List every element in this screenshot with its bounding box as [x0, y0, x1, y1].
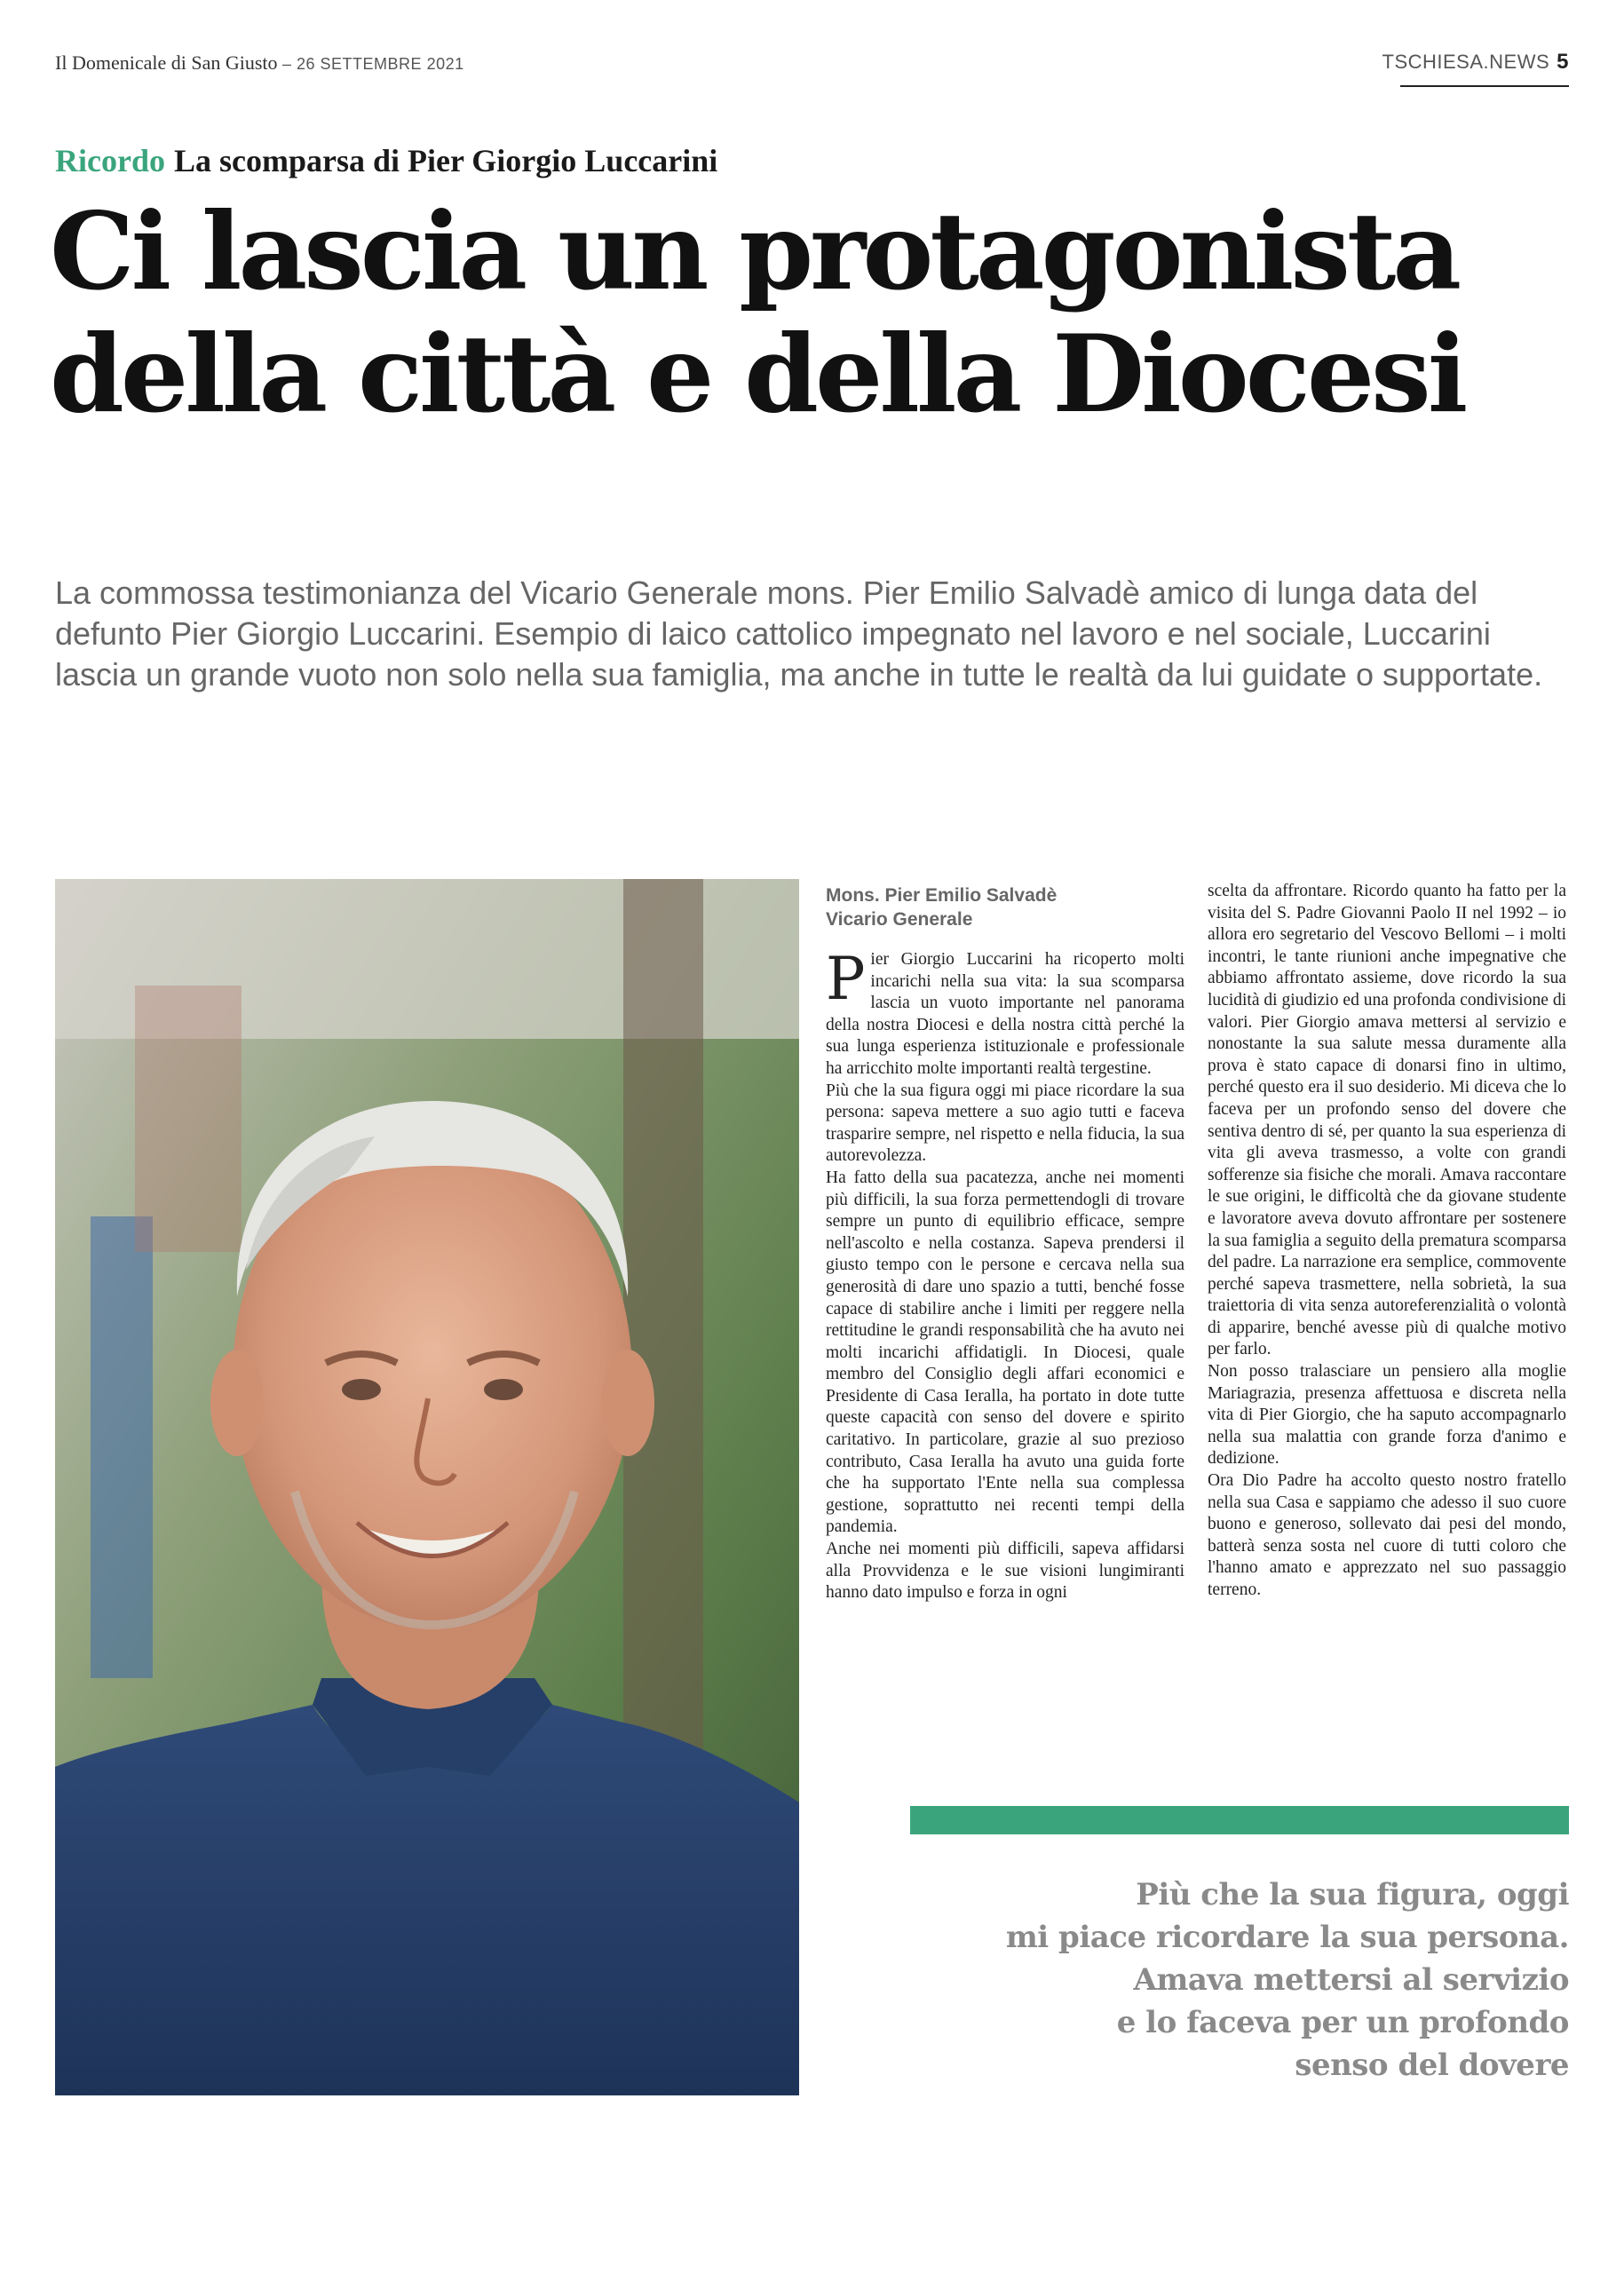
byline-role: Vicario Generale	[826, 909, 973, 930]
article-paragraph-7: Ora Dio Padre ha accolto questo nostro fratello nella sua Casa e sappiamo che adesso il suo cuore buono e generoso, sollevato dai pesi del mondo, batterà senza sosta nel cuore di tutti coloro che l'hanno amato e apprezzato nel suo passaggio terreno.	[1208, 1471, 1566, 1599]
site-and-page	[1382, 50, 1570, 75]
page-number: 5	[1557, 50, 1569, 74]
article-paragraph-6: Non posso tralasciare un pensiero alla moglie Mariagrazia, presenza affettuosa e discreta nella vita di Pier Giorgio, che ha saputo accompagnarlo nella sua malattia con grande forza d'animo e dedizione.	[1208, 1362, 1566, 1469]
article-paragraph-2: Più che la sua figura oggi mi piace ricordare la sua persona: sapeva mettere a suo agio tutti e faceva trasparire sempre, nel rispetto e nella fiducia, la sua autorevolezza.	[826, 1081, 1184, 1166]
pull-quote-line-4: e lo faceva per un profondo	[1116, 2005, 1569, 2040]
kicker	[55, 142, 717, 179]
byline-name: Mons. Pier Emilio Salvadè	[826, 885, 1058, 906]
article-paragraph-5: scelta da affrontare. Ricordo quanto ha fatto per la visita del S. Padre Giovanni Paolo II nel 1992 – io allora ero segretario del Vescovo Bellomi – i molti incontri, le tante riunioni anche impegnative che abbiamo affrontato assieme, dove ricordo la sua lucidità di giudizio ed una profonda condivisione di valori. Pier Giorgio amava mettersi al servizio e nonostante la sua salute messa duramente alla prova è stato capace di donarsi fino in ultimo, perché questo era il suo desiderio. Mi diceva che lo faceva per un profondo senso del dovere che sentiva dentro di sé, per quanto la sua esperienza di vita gli aveva trasmesso, a volte con grandi sofferenze sia fisiche che morali. Amava raccontare le sue origini, le difficoltà che da giovane studente e lavoratore aveva dovuto affrontare per sostenere la sua famiglia a seguito della prematura scomparsa del padre. La narrazione era semplice, commovente perché sapeva trasmettere, nella sobrietà, la sua traiettoria di vita senza autoreferenzialità o volontà di apparire, benché avesse più di qualche motivo per farlo.	[1208, 882, 1566, 1359]
article-paragraph-4: Anche nei momenti più difficili, sapeva affidarsi alla Provvidenza e le sue visioni lungimiranti hanno dato impulso e forza in ogni	[826, 1540, 1184, 1603]
headline-line-2: della città e della Diocesi	[50, 312, 1465, 437]
pull-quote-line-5: senso del dovere	[1295, 2047, 1569, 2083]
portrait-photo	[55, 879, 799, 2095]
article-column-1	[826, 883, 1184, 1604]
article-paragraph-1-text: ier Giorgio Luccarini ha ricoperto molti incarichi nella sua vita: la sua scomparsa lascia un vuoto importante nel panorama della nostra Diocesi e della nostra città perché la sua lunga esperienza istituzionale e professionale ha arricchito molte importanti realtà tergestine.	[826, 950, 1184, 1078]
pull-quote-line-3: Amava mettersi al servizio	[1133, 1962, 1569, 1998]
article-column-2	[1208, 881, 1566, 1602]
publication-info	[55, 51, 464, 75]
publication-name: Il Domenicale di San Giusto	[55, 51, 278, 74]
accent-bar	[910, 1806, 1569, 1834]
site-name: TSCHIESA.NEWS	[1382, 51, 1550, 73]
header-rule	[1400, 85, 1569, 87]
kicker-category: Ricordo	[55, 143, 165, 178]
pull-quote	[894, 1873, 1569, 2087]
kicker-subtitle: La scomparsa di Pier Giorgio Luccarini	[173, 143, 718, 178]
pull-quote-line-2: mi piace ricordare la sua persona.	[1005, 1920, 1569, 1955]
byline	[826, 883, 1184, 931]
headline	[50, 191, 1577, 436]
issue-date: – 26 SETTEMBRE 2021	[282, 55, 464, 73]
page-header	[55, 46, 1569, 82]
pull-quote-line-1: Più che la sua figura, oggi	[1136, 1877, 1569, 1913]
article-paragraph-1	[826, 945, 1184, 1081]
lede: La commossa testimonianza del Vicario Generale mons. Pier Emilio Salvadè amico di lunga data del defunto Pier Giorgio Luccarini. Esempio di laico cattolico impegnato nel lavoro e nel sociale, Luccarini lascia un grande vuoto non solo nella sua famiglia, ma anche in tutte le realtà da lui guidate o supportate.	[55, 574, 1543, 693]
drop-cap: P	[826, 945, 866, 1013]
article-paragraph-3: Ha fatto della sua pacatezza, anche nei momenti più difficili, la sua forza permettendogli di trovare sempre un punto di equilibrio efficace, sempre nell'ascolto e nella costanza. Sapeva prendersi il giusto tempo con le persone e cercava nella sua generosità di dare uno spazio a tutti, benché fosse capace di stabilire anche i limiti per reggere nella rettitudine le grandi responsabilità che ha avuto nei molti incarichi affidatigli. In Diocesi, quale membro del Consiglio degli affari economici e Presidente di Casa Ieralla, ha portato in dote tutte queste capacità con senso del dovere e spirito caritativo. In particolare, grazie al suo prezioso contributo, Casa Ieralla ha avuto una guida forte che ha supportato l'Ente nella sua complessa gestione, soprattutto nei recenti tempi della pandemia.	[826, 1168, 1184, 1537]
headline-line-1: Ci lascia un protagonista	[50, 189, 1459, 314]
